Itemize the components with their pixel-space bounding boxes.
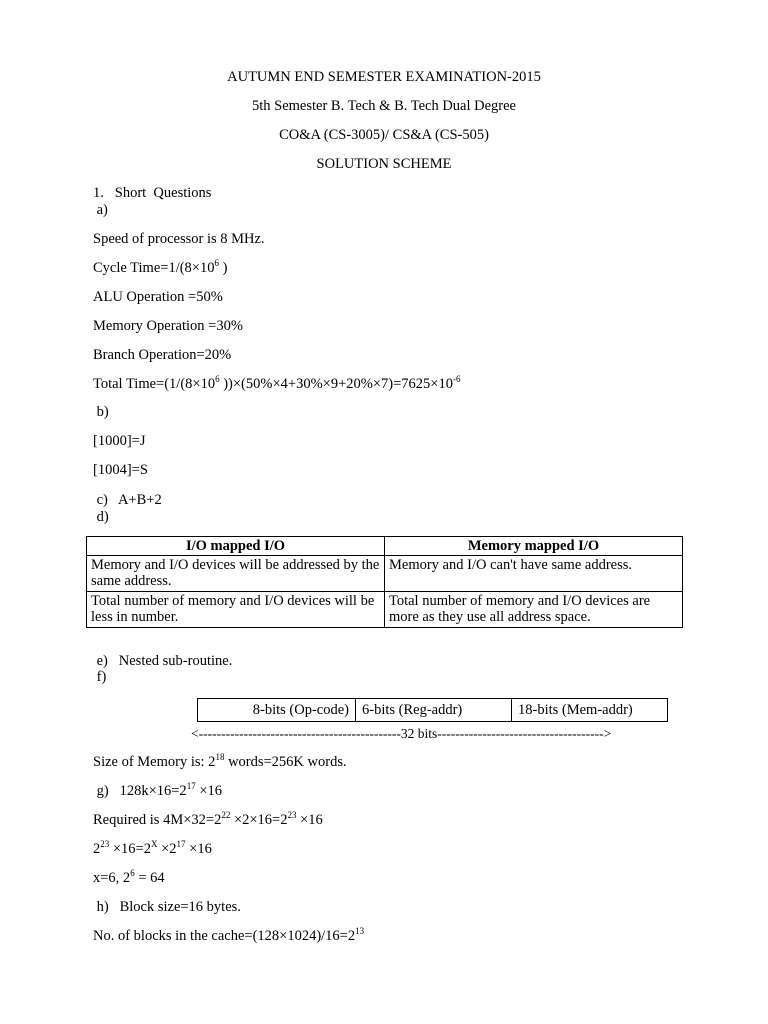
instruction-format — [197, 698, 668, 722]
table-header: I/O mapped I/O — [87, 537, 385, 556]
memory-size: Size of Memory is: $2^{18}$ words=256K words. — [93, 752, 347, 770]
part-c-answer: c) A+B+2 — [93, 492, 162, 508]
chip-equation: $2^{23} \times 16=2^X \times 2^{17} \times 16$ — [93, 839, 212, 857]
question-1-heading: 1. Short Questions — [93, 185, 212, 201]
cache-blocks: No. of blocks in the $cache=(128\times 1024)/16=2^{13}$ — [93, 926, 365, 944]
table-row — [87, 556, 683, 592]
table-row — [87, 592, 683, 628]
semester-line: 5th Semester B. Tech & B. Tech Dual Degree — [251, 98, 516, 114]
reg-addr-field: 6-bits (Reg-addr) — [356, 699, 512, 721]
total-time: Total $Time=(1/(8\times 10^6$ ))$\times(50\%\times 4+30\%\times 9+20\%\times 7)=7625\times 10^{-6}$ — [93, 374, 461, 392]
course-code: CO&A (CS-3005)/ CS&A (CS-505) — [279, 127, 489, 143]
part-b-label: b) — [93, 404, 109, 420]
part-e-answer: e) Nested sub-routine. — [93, 653, 233, 669]
part-f-label: f) — [93, 669, 107, 685]
solution-scheme-heading: SOLUTION SCHEME — [316, 156, 452, 172]
mem-addr-field: 18-bits (Mem-addr) — [518, 702, 633, 718]
part-a-label: a) — [93, 202, 108, 218]
table-cell: Memory and I/O devices will be addressed by the same address. — [87, 556, 385, 592]
memory-1000: [1000]=J — [93, 433, 146, 449]
memory-1004: [1004]=S — [93, 462, 148, 478]
cycle-time: Cycle $Time=1/(8\times 10^6$ ) — [93, 258, 228, 276]
branch-operation: Branch Operation=20% — [93, 347, 232, 363]
x-value: x=6, $2^6 = 64$ — [93, 868, 165, 886]
io-comparison-table — [86, 536, 683, 628]
table-cell: Memory and I/O can't have same address. — [385, 556, 683, 592]
part-g-answer: g) $128k\times 16=2^{17} \times 16$ — [93, 781, 222, 799]
table-header: Memory mapped I/O — [385, 537, 683, 556]
required-memory: Required is $4M\times 32=2^{22} \times 2\times 16=2^{23} \times 16$ — [93, 810, 323, 828]
part-h-answer: h) Block size=16 bytes. — [93, 899, 241, 915]
table-cell: Total number of memory and I/O devices will be less in number. — [87, 592, 385, 628]
exam-title: AUTUMN END SEMESTER EXAMINATION-2015 — [227, 69, 541, 85]
instruction-width-span: <---------------------------------------------32 bits-------------------------------------> — [191, 726, 612, 741]
alu-operation: ALU Operation =50% — [93, 289, 223, 305]
opcode-field: 8-bits (Op-code) — [198, 699, 356, 721]
memory-operation: Memory Operation =30% — [93, 318, 243, 334]
table-cell: Total number of memory and I/O devices are more as they use all address space. — [385, 592, 683, 628]
processor-speed: Speed of processor is 8 MHz. — [93, 231, 265, 247]
part-d-label: d) — [93, 509, 109, 525]
